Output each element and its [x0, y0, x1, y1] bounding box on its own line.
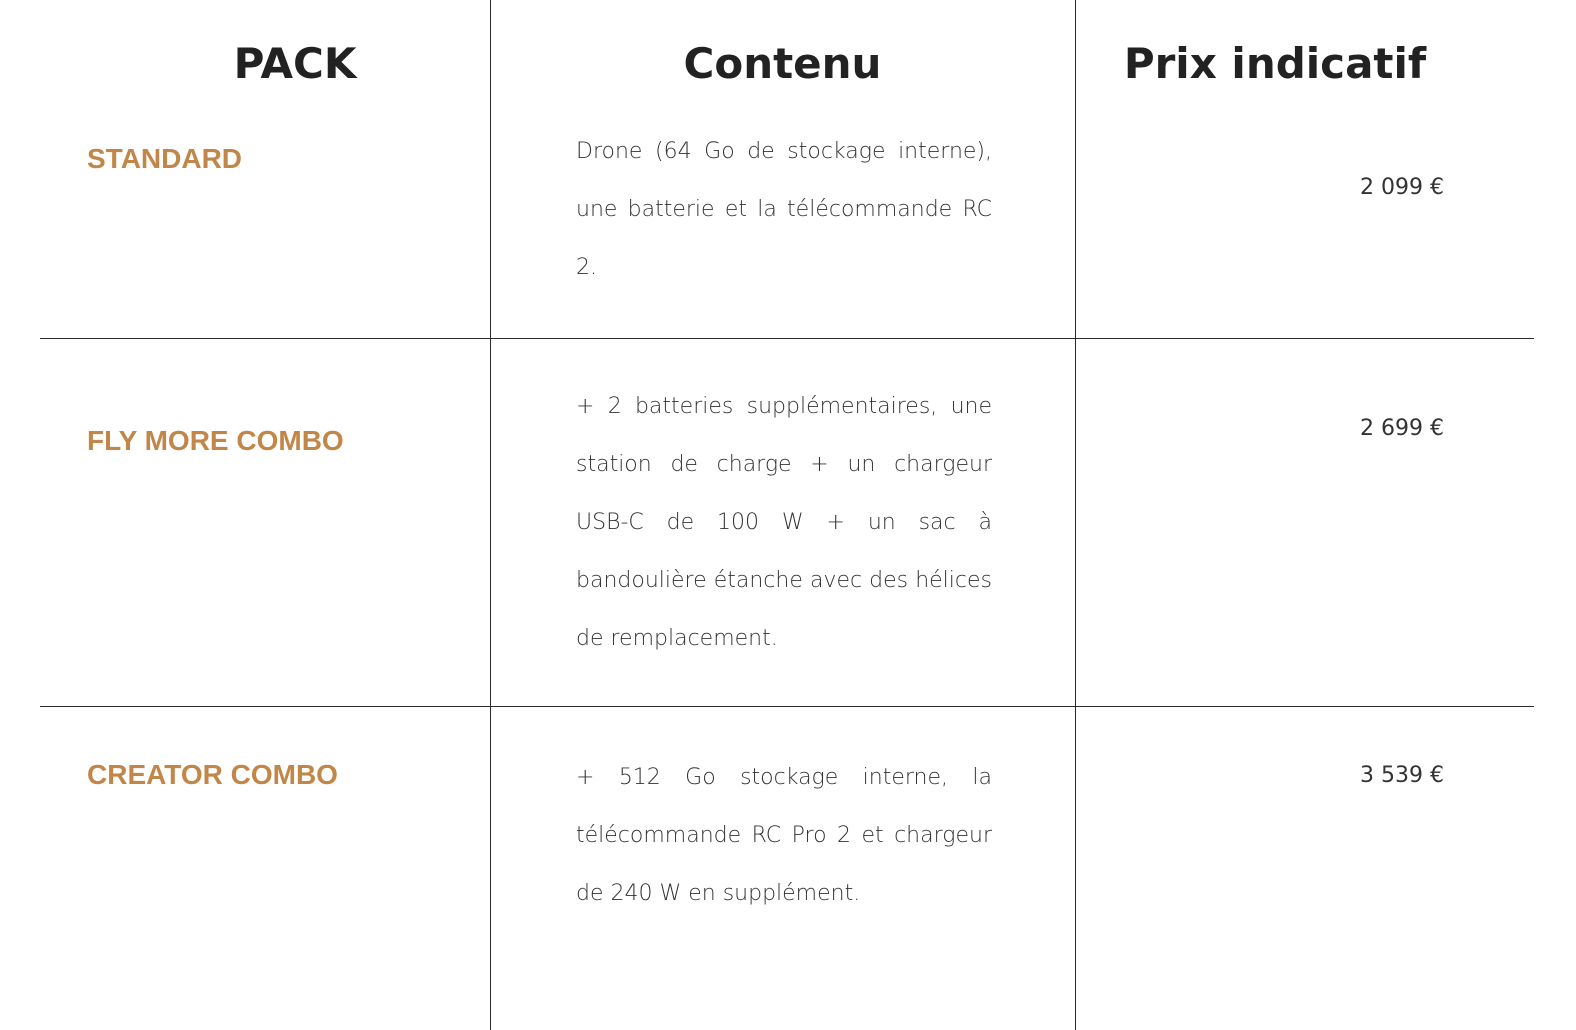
- pack-name: STANDARD: [87, 143, 243, 174]
- row-divider: [40, 706, 1534, 707]
- pack-price: 2 099 €: [1360, 175, 1444, 200]
- pack-content: Drone (64 Go de stockage interne), une batterie et la télécommande RC 2.: [576, 139, 992, 280]
- column-divider: [1075, 0, 1076, 1030]
- pack-price: 3 539 €: [1360, 763, 1444, 788]
- header-contenu: Contenu: [683, 39, 882, 88]
- pack-name: CREATOR COMBO: [87, 759, 338, 790]
- row-divider: [40, 338, 1534, 339]
- header-pack: PACK: [233, 39, 357, 88]
- column-divider: [490, 0, 491, 1030]
- pack-content: + 512 Go stockage interne, la télécommande RC Pro 2 et chargeur de 240 W en supplément.: [576, 765, 992, 906]
- pack-price: 2 699 €: [1360, 416, 1444, 441]
- header-prix: Prix indicatif: [1123, 39, 1427, 88]
- pack-name: FLY MORE COMBO: [87, 425, 344, 456]
- pack-content: + 2 batteries supplémentaires, une station de charge + un chargeur USB-C de 100 W + un sac à bandoulière étanche avec des hélices de remplacement.: [576, 394, 992, 651]
